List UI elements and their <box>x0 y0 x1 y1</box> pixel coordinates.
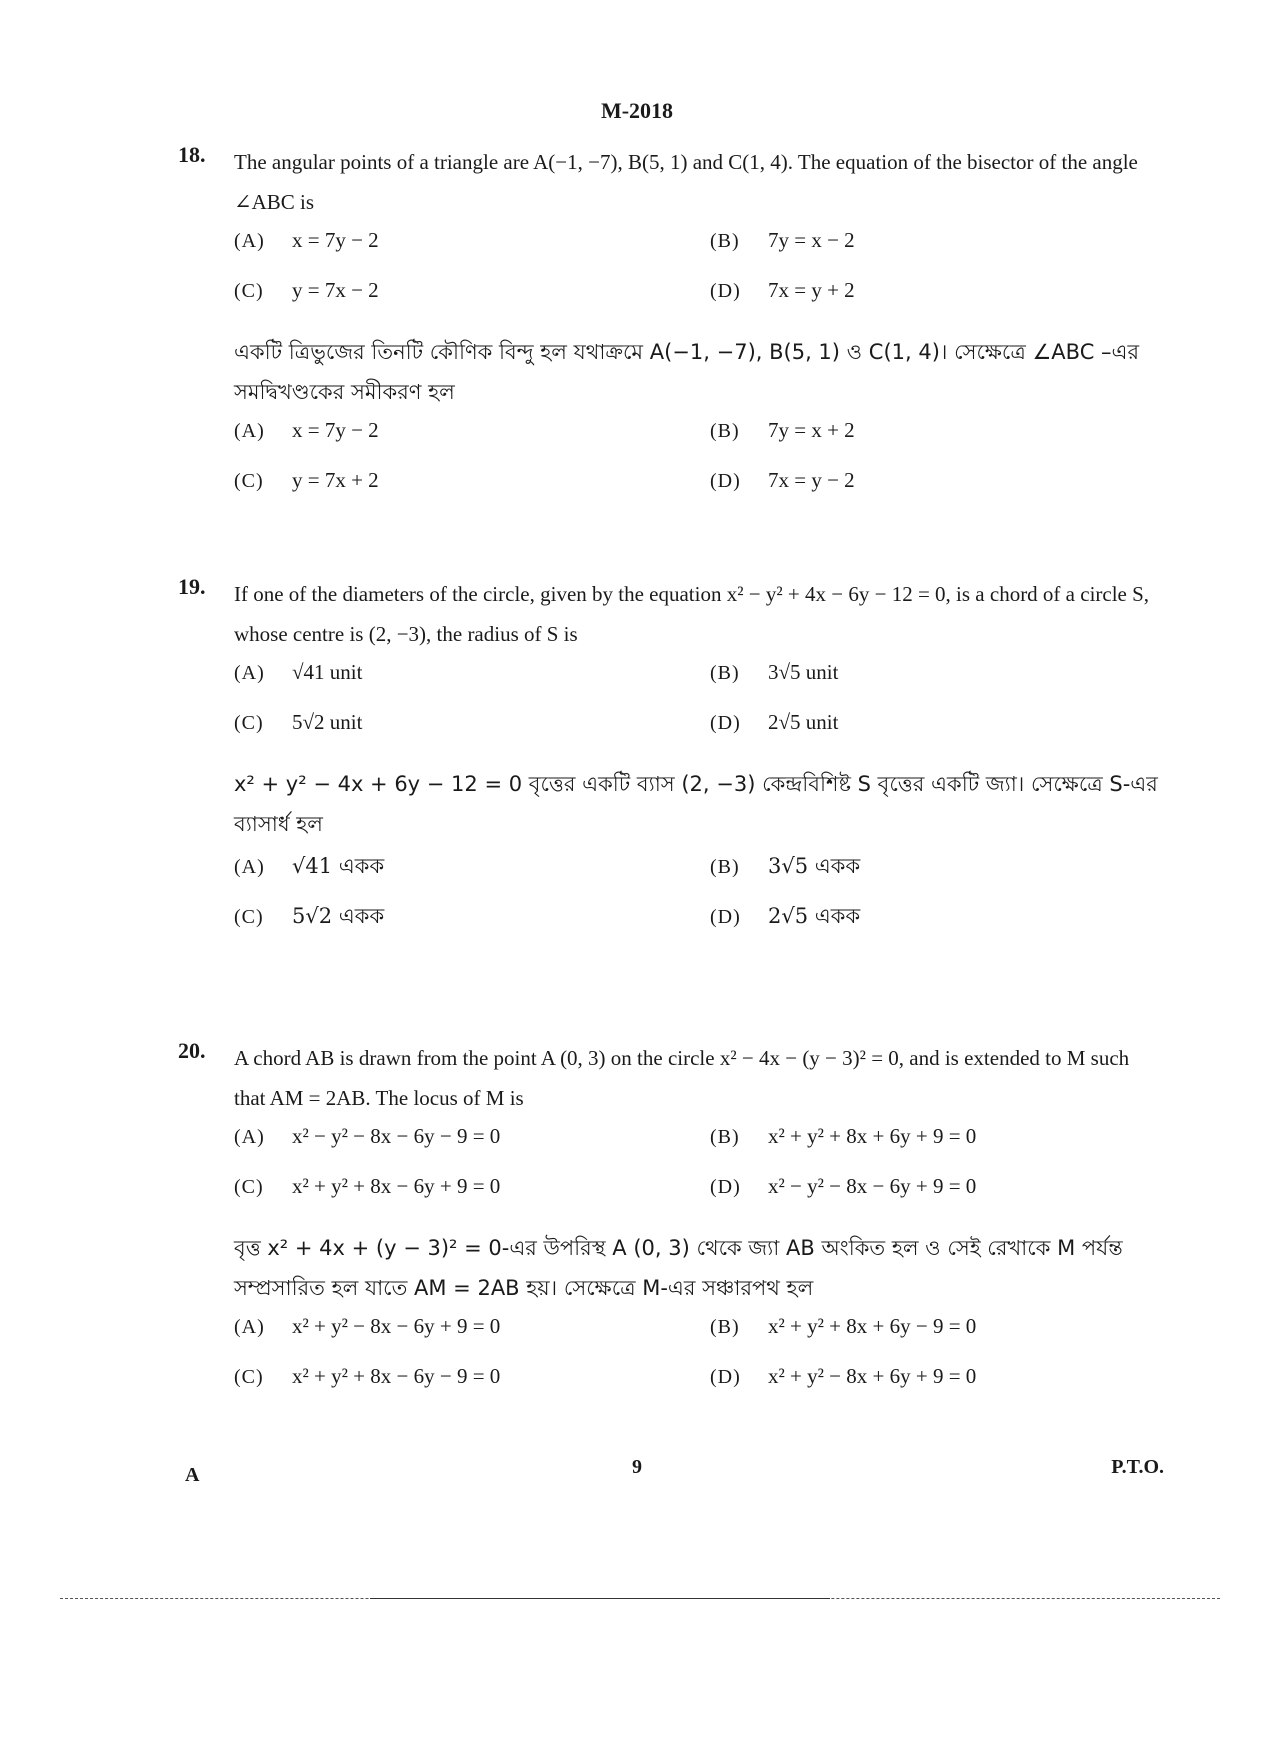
option-letter: (A) <box>234 662 265 684</box>
option-letter: (B) <box>710 420 740 442</box>
option-b[interactable] <box>710 1124 1150 1164</box>
option-letter: (A) <box>234 1316 265 1338</box>
option-c[interactable] <box>234 278 710 318</box>
option-text: 7y = x + 2 <box>768 418 855 442</box>
option-a[interactable] <box>234 1124 710 1164</box>
option-c[interactable] <box>234 900 710 940</box>
option-b[interactable] <box>710 418 1150 458</box>
option-text: 7x = y − 2 <box>768 468 855 492</box>
option-letter: (B) <box>710 662 740 684</box>
option-a[interactable] <box>234 228 710 268</box>
option-text: 2√5 unit <box>768 710 839 734</box>
question-number: 20. <box>178 1038 206 1063</box>
option-letter: (C) <box>234 1176 264 1198</box>
option-text: √41 unit <box>292 660 363 684</box>
question-18 <box>178 142 1158 508</box>
option-text: 2√5 একক <box>768 904 861 928</box>
options-english <box>234 660 1158 750</box>
option-b[interactable] <box>710 228 1150 268</box>
option-b[interactable] <box>710 1314 1150 1354</box>
question-text-bengali: x² + y² − 4x + 6y − 12 = 0 বৃত্তের একটি ব্যাস (2, −3) কেন্দ্রবিশিষ্ট S বৃত্তের একটি জ্যা। সেক্ষেত্রে S-এর ব্যাসার্ধ হল <box>234 772 1158 836</box>
option-text: x = 7y − 2 <box>292 228 379 252</box>
option-letter: (C) <box>234 906 264 928</box>
option-letter: (B) <box>710 1126 740 1148</box>
question-text-english: If one of the diameters of the circle, given by the equation x² − y² + 4x − 6y − 12 = 0, is a chord of a circle S, whose centre is (2, −3), the radius of S is <box>234 582 1150 646</box>
option-text: x² + y² + 8x + 6y + 9 = 0 <box>768 1124 977 1148</box>
option-text: x² + y² − 8x + 6y + 9 = 0 <box>768 1364 977 1388</box>
scan-artifact-line <box>370 1598 830 1599</box>
option-letter: (A) <box>234 420 265 442</box>
option-a[interactable] <box>234 418 710 458</box>
option-a[interactable] <box>234 850 710 890</box>
option-letter: (C) <box>234 470 264 492</box>
option-text: 3√5 unit <box>768 660 839 684</box>
option-text: 7y = x − 2 <box>768 228 855 252</box>
option-text: y = 7x + 2 <box>292 468 379 492</box>
option-text: 7x = y + 2 <box>768 278 855 302</box>
option-letter: (D) <box>710 712 741 734</box>
option-text: x² + y² + 8x − 6y − 9 = 0 <box>292 1364 501 1388</box>
question-number: 19. <box>178 574 206 599</box>
option-letter: (C) <box>234 1366 264 1388</box>
option-text: √41 একক <box>292 854 385 878</box>
option-text: 5√2 একক <box>292 904 385 928</box>
booklet-set: A <box>185 1464 200 1486</box>
option-letter: (D) <box>710 280 741 302</box>
option-letter: (A) <box>234 856 265 878</box>
option-c[interactable] <box>234 468 710 508</box>
option-text: x² + y² − 8x − 6y + 9 = 0 <box>292 1314 501 1338</box>
options-english <box>234 1124 1158 1214</box>
option-d[interactable] <box>710 278 1150 318</box>
question-19 <box>178 574 1158 940</box>
option-letter: (C) <box>234 712 264 734</box>
question-text-bengali: একটি ত্রিভুজের তিনটি কৌণিক বিন্দু হল যথাক্রমে A(−1, −7), B(5, 1) ও C(1, 4)। সেক্ষেত্রে ∠ABC –এর সমদ্বিখণ্ডকের সমীকরণ হল <box>234 340 1140 404</box>
option-a[interactable] <box>234 1314 710 1354</box>
please-turn-over: P.T.O. <box>1111 1456 1164 1478</box>
option-d[interactable] <box>710 468 1150 508</box>
option-text: x² + y² + 8x + 6y − 9 = 0 <box>768 1314 977 1338</box>
options-bengali <box>234 1314 1158 1404</box>
option-b[interactable] <box>710 660 1150 700</box>
option-text: x² + y² + 8x − 6y + 9 = 0 <box>292 1174 501 1198</box>
option-d[interactable] <box>710 900 1150 940</box>
option-letter: (B) <box>710 1316 740 1338</box>
option-text: x² − y² − 8x − 6y − 9 = 0 <box>292 1124 501 1148</box>
option-letter: (D) <box>710 1366 741 1388</box>
page-title: M-2018 <box>600 98 674 123</box>
question-text-english: The angular points of a triangle are A(−1, −7), B(5, 1) and C(1, 4). The equation of the bisector of the angle ∠ABC is <box>234 150 1138 214</box>
option-c[interactable] <box>234 1174 710 1214</box>
option-letter: (D) <box>710 906 741 928</box>
option-letter: (B) <box>710 856 740 878</box>
options-english <box>234 228 1158 318</box>
option-d[interactable] <box>710 1174 1150 1214</box>
option-b[interactable] <box>710 850 1150 890</box>
option-a[interactable] <box>234 660 710 700</box>
question-number: 18. <box>178 142 206 167</box>
option-c[interactable] <box>234 1364 710 1404</box>
option-letter: (A) <box>234 1126 265 1148</box>
options-bengali <box>234 418 1158 508</box>
question-text-bengali: বৃত্ত x² + 4x + (y − 3)² = 0-এর উপরিস্থ A (0, 3) থেকে জ্যা AB অংকিত হল ও সেই রেখাকে M পর্যন্ত সম্প্রসারিত হল যাতে AM = 2AB হয়। সেক্ষেত্রে M-এর সঞ্চারপথ হল <box>234 1236 1123 1300</box>
page-number: 9 <box>632 1456 642 1478</box>
option-letter: (A) <box>234 230 265 252</box>
question-20 <box>178 1038 1158 1404</box>
option-text: x² − y² − 8x − 6y + 9 = 0 <box>768 1174 977 1198</box>
option-letter: (D) <box>710 1176 741 1198</box>
options-bengali <box>234 850 1158 940</box>
option-letter: (C) <box>234 280 264 302</box>
question-text-english: A chord AB is drawn from the point A (0, 3) on the circle x² − 4x − (y − 3)² = 0, and is extended to M such that AM = 2AB. The locus of M is <box>234 1046 1130 1110</box>
option-text: x = 7y − 2 <box>292 418 379 442</box>
option-d[interactable] <box>710 1364 1150 1404</box>
option-letter: (B) <box>710 230 740 252</box>
option-letter: (D) <box>710 470 741 492</box>
option-text: y = 7x − 2 <box>292 278 379 302</box>
option-text: 5√2 unit <box>292 710 363 734</box>
option-text: 3√5 একক <box>768 854 861 878</box>
option-d[interactable] <box>710 710 1150 750</box>
option-c[interactable] <box>234 710 710 750</box>
